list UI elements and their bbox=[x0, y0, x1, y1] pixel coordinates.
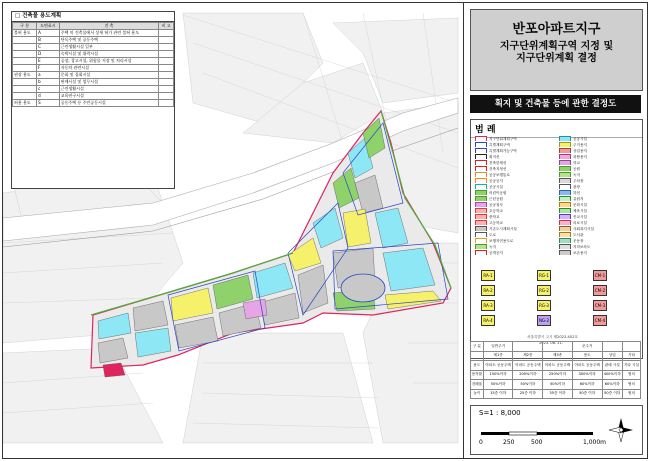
table-cell: 건폐율 bbox=[471, 380, 484, 390]
use-code: b bbox=[37, 79, 60, 86]
legend-item bbox=[559, 190, 639, 195]
legend-item bbox=[475, 184, 555, 189]
legend-item bbox=[475, 166, 555, 171]
zone-code: RG-2 bbox=[537, 285, 551, 296]
legend-item bbox=[475, 196, 555, 201]
table-cell bbox=[602, 342, 622, 352]
use-note bbox=[159, 100, 174, 107]
table-cell: 제2종 bbox=[513, 351, 543, 361]
use-note bbox=[159, 51, 174, 58]
use-note bbox=[159, 72, 174, 79]
use-code: B bbox=[37, 37, 60, 44]
table-cell: 협의 bbox=[622, 370, 640, 380]
legend-item bbox=[559, 142, 639, 147]
legend-label: 유원지 bbox=[573, 196, 584, 201]
legend-label: 학교 bbox=[573, 160, 580, 165]
legend-label: 광장 bbox=[573, 184, 580, 189]
legend-item bbox=[559, 208, 639, 213]
use-note bbox=[159, 58, 174, 65]
table-cell: 25층 이하 bbox=[513, 389, 543, 399]
legend-swatch bbox=[559, 154, 571, 159]
table-row bbox=[471, 380, 641, 390]
legend-swatch bbox=[559, 232, 571, 237]
legend-label: 특별계획구역 bbox=[489, 142, 510, 147]
use-header-building: 건 축 bbox=[59, 23, 159, 30]
use-group: 불허 용도 bbox=[13, 30, 37, 37]
use-text: 공장, 창고시설, 위험물 저장 및 처리시설 bbox=[59, 58, 159, 65]
legend-label: 고등학교 bbox=[489, 220, 503, 225]
table-cell bbox=[513, 342, 543, 352]
zone-code: CM-4 bbox=[593, 315, 607, 326]
use-header-category: 구 분 bbox=[13, 23, 37, 30]
scale-box bbox=[470, 405, 643, 455]
use-group: 허용 용도 bbox=[13, 100, 37, 107]
legend-swatch bbox=[559, 196, 571, 201]
legend-swatch bbox=[475, 202, 487, 207]
legend-label: 녹지 bbox=[489, 244, 496, 249]
legend-label: 건축한계선 bbox=[489, 160, 507, 165]
legend-swatch bbox=[559, 172, 571, 177]
legend-item bbox=[559, 250, 639, 255]
map-area bbox=[3, 3, 464, 458]
table-row bbox=[13, 58, 174, 65]
table-cell: 기타 bbox=[622, 351, 640, 361]
legend-label: 보행자전용도로 bbox=[489, 238, 514, 243]
use-group bbox=[13, 44, 37, 51]
use-group bbox=[13, 93, 37, 100]
table-cell: 용도 bbox=[572, 351, 602, 361]
table-row bbox=[13, 30, 174, 37]
parameter-table bbox=[470, 341, 641, 399]
zone-code: CM-2 bbox=[593, 285, 607, 296]
use-group bbox=[13, 37, 37, 44]
north-arrow-icon bbox=[609, 418, 633, 442]
legend-swatch bbox=[475, 214, 487, 219]
legend-label: 주차장 bbox=[573, 178, 584, 183]
table-cell: 60%이하 bbox=[572, 380, 602, 390]
table-row bbox=[471, 389, 641, 399]
notice-line: 서울특별시 고시 제2023-452호 bbox=[527, 335, 578, 339]
legend-item bbox=[475, 220, 555, 225]
legend-item bbox=[475, 214, 555, 219]
use-note bbox=[159, 30, 174, 37]
legend-label: 하천 bbox=[573, 190, 580, 195]
scale-text: S=1 : 8,000 bbox=[479, 409, 521, 417]
legend-item bbox=[475, 154, 555, 159]
table-cell: 준주거 bbox=[572, 342, 602, 352]
use-code: F bbox=[37, 65, 60, 72]
legend-swatch bbox=[559, 208, 571, 213]
zone-code: RG-1 bbox=[537, 270, 551, 281]
legend-item bbox=[559, 160, 639, 165]
use-text: 숙박시설 및 위락시설 bbox=[59, 51, 159, 58]
use-code: d bbox=[37, 93, 60, 100]
legend-heading: 범 례 bbox=[471, 120, 642, 138]
legend-label: 어린이공원 bbox=[489, 190, 507, 195]
legend-label: 지구단위계획구역 bbox=[489, 136, 517, 141]
legend-item bbox=[559, 178, 639, 183]
legend-item bbox=[475, 148, 555, 153]
table-cell: 35층 이하 bbox=[543, 389, 573, 399]
legend-item bbox=[475, 202, 555, 207]
use-code: D bbox=[37, 51, 60, 58]
legend-label: 기존도시계획시설 bbox=[489, 226, 517, 231]
use-text: 판매시설 및 업무시설 bbox=[59, 79, 159, 86]
project-subtitle-1: 지구단위계획구역 지정 및 bbox=[499, 41, 614, 52]
legend-item bbox=[475, 238, 555, 243]
table-cell: 아파트 공동주택 bbox=[572, 361, 602, 371]
legend-swatch bbox=[475, 238, 487, 243]
legend-label: 공공시설 bbox=[489, 184, 503, 189]
legend bbox=[470, 119, 643, 359]
legend-swatch bbox=[475, 250, 487, 255]
legend-label: 지하보차도 bbox=[573, 244, 591, 249]
table-cell: 50%이하 bbox=[483, 380, 513, 390]
building-use-table bbox=[12, 22, 174, 107]
notice-date: 2023. 06. 21. bbox=[539, 341, 564, 345]
legend-item bbox=[559, 220, 639, 225]
table-cell: 기타 시설 bbox=[622, 361, 640, 371]
legend-item bbox=[559, 238, 639, 243]
legend-item bbox=[475, 190, 555, 195]
legend-swatch bbox=[475, 160, 487, 165]
table-row bbox=[13, 37, 174, 44]
table-cell: 상업 bbox=[602, 351, 622, 361]
legend-item bbox=[559, 154, 639, 159]
legend-swatch bbox=[475, 136, 487, 141]
legend-swatch bbox=[559, 148, 571, 153]
use-text: 근린생활시설 bbox=[59, 86, 159, 93]
oval-facility bbox=[341, 274, 385, 302]
legend-swatch bbox=[475, 166, 487, 171]
use-group bbox=[13, 79, 37, 86]
legend-label: 건축지정선 bbox=[489, 166, 507, 171]
legend-swatch bbox=[559, 244, 571, 249]
table-cell: 제1종 bbox=[483, 351, 513, 361]
legend-swatch bbox=[475, 232, 487, 237]
legend-swatch bbox=[559, 160, 571, 165]
legend-label: 특별계획가능구역 bbox=[489, 148, 517, 153]
legend-swatch bbox=[475, 244, 487, 249]
table-cell: 아파트 공동주택 bbox=[483, 361, 513, 371]
use-code: E bbox=[37, 58, 60, 65]
use-note bbox=[159, 93, 174, 100]
use-code: C bbox=[37, 44, 60, 51]
table-cell: 50층 이하 bbox=[572, 389, 602, 399]
legend-swatch bbox=[475, 172, 487, 177]
legend-swatch bbox=[559, 142, 571, 147]
legend-item bbox=[559, 244, 639, 249]
table-row bbox=[471, 361, 641, 371]
use-text: 문화 및 집회시설 bbox=[59, 72, 159, 79]
table-cell: 구 분 bbox=[471, 342, 484, 352]
legend-swatch bbox=[475, 154, 487, 159]
legend-swatch bbox=[559, 136, 571, 141]
use-group bbox=[13, 58, 37, 65]
legend-swatch bbox=[559, 190, 571, 195]
use-text: 자동차 관련시설 bbox=[59, 65, 159, 72]
legend-swatch bbox=[559, 214, 571, 219]
legend-label: 상업용지 bbox=[573, 148, 587, 153]
scale-tick-1000: 1,000m bbox=[583, 439, 607, 446]
legend-label: 획지선 bbox=[489, 154, 500, 159]
zone-code: RA-1 bbox=[481, 270, 495, 281]
use-group bbox=[13, 51, 37, 58]
building-use-plan-table bbox=[11, 11, 175, 189]
use-code: c bbox=[37, 86, 60, 93]
legend-label: 공원 bbox=[573, 166, 580, 171]
table-cell: 50층 이하 bbox=[602, 389, 622, 399]
title-panel bbox=[464, 3, 647, 458]
legend-swatch bbox=[475, 196, 487, 201]
legend-item bbox=[559, 202, 639, 207]
use-group: 권장 용도 bbox=[13, 72, 37, 79]
project-title: 반포아파트지구 bbox=[512, 22, 601, 37]
zone-code: CM-1 bbox=[593, 270, 607, 281]
legend-label: 종교시설 bbox=[573, 214, 587, 219]
legend-label: 초등학교 bbox=[489, 208, 503, 213]
legend-swatch bbox=[475, 208, 487, 213]
table-row bbox=[13, 79, 174, 86]
use-note bbox=[159, 37, 174, 44]
legend-label: 체육시설 bbox=[573, 208, 587, 213]
table-cell: 400%이하 bbox=[602, 370, 622, 380]
use-note bbox=[159, 86, 174, 93]
table-cell bbox=[543, 342, 573, 352]
legend-label: 문화시설 bbox=[573, 202, 587, 207]
legend-item bbox=[475, 160, 555, 165]
table-cell: 판매 시설 bbox=[602, 361, 622, 371]
table-cell: 아파트 공동주택 bbox=[513, 361, 543, 371]
zone-code: RA-3 bbox=[481, 300, 495, 311]
table-cell: 협의 bbox=[622, 389, 640, 399]
legend-item bbox=[475, 178, 555, 183]
legend-item bbox=[475, 232, 555, 237]
legend-swatch bbox=[559, 226, 571, 231]
title-box bbox=[470, 9, 643, 91]
legend-swatch bbox=[475, 226, 487, 231]
legend-swatch bbox=[475, 142, 487, 147]
use-text: 교육연구시설 bbox=[59, 93, 159, 100]
use-header-note: 비 고 bbox=[159, 23, 174, 30]
zone-code: RA-2 bbox=[481, 285, 495, 296]
table-cell: 60%이하 bbox=[602, 380, 622, 390]
table-cell: 50%이하 bbox=[513, 380, 543, 390]
legend-item bbox=[475, 142, 555, 147]
use-code: S bbox=[37, 100, 60, 107]
sheet bbox=[2, 2, 648, 459]
legend-label: 주거용지 bbox=[573, 142, 587, 147]
legend-item bbox=[559, 148, 639, 153]
table-cell: 높이 bbox=[471, 389, 484, 399]
legend-swatch bbox=[559, 166, 571, 171]
table-cell: 제3종 bbox=[543, 351, 573, 361]
legend-swatch bbox=[475, 148, 487, 153]
table-cell: 15층 이하 bbox=[483, 389, 513, 399]
legend-label: 근린공원 bbox=[489, 196, 503, 201]
table-cell: 50%이하 bbox=[543, 380, 573, 390]
legend-label: 공공보행통로 bbox=[489, 172, 510, 177]
table-row bbox=[13, 51, 174, 58]
legend-label: 보존용지 bbox=[573, 250, 587, 255]
legend-label: 사회복지시설 bbox=[573, 226, 594, 231]
legend-item bbox=[559, 232, 639, 237]
table-row bbox=[471, 342, 641, 352]
table-cell bbox=[471, 351, 484, 361]
table-cell: 용도 bbox=[471, 361, 484, 371]
legend-item bbox=[475, 250, 555, 255]
legend-swatch bbox=[559, 220, 571, 225]
legend-label: 중학교 bbox=[489, 214, 500, 219]
zone-code: RG-3 bbox=[537, 300, 551, 311]
table-row bbox=[13, 72, 174, 79]
legend-item bbox=[559, 136, 639, 141]
legend-item bbox=[559, 196, 639, 201]
table-row bbox=[13, 93, 174, 100]
legend-swatch bbox=[475, 184, 487, 189]
legend-item bbox=[559, 226, 639, 231]
table-cell: 200%이하 bbox=[513, 370, 543, 380]
table-cell: 협의 bbox=[622, 380, 640, 390]
use-code: a bbox=[37, 72, 60, 79]
legend-swatch bbox=[559, 178, 571, 183]
legend-item bbox=[559, 172, 639, 177]
use-text: 근린생활시설 일부 bbox=[59, 44, 159, 51]
building-use-plan-title: □ 건축물 용도계획 bbox=[12, 12, 174, 22]
zone-code: RA-4 bbox=[481, 315, 495, 326]
legend-swatch bbox=[475, 190, 487, 195]
table-row bbox=[471, 351, 641, 361]
table-cell: 250%이하 bbox=[543, 370, 573, 380]
legend-label: 의료시설 bbox=[573, 220, 587, 225]
legend-label: 복합용지 bbox=[573, 154, 587, 159]
use-header-code: 도면표시 bbox=[37, 23, 60, 30]
legend-swatch bbox=[559, 184, 571, 189]
table-row bbox=[471, 370, 641, 380]
scale-tick-0: 0 bbox=[479, 439, 483, 446]
legend-label: 운동장 bbox=[573, 238, 584, 243]
legend-swatch bbox=[475, 178, 487, 183]
table-row bbox=[13, 86, 174, 93]
legend-label: 도로 bbox=[489, 232, 496, 237]
table-cell bbox=[622, 342, 640, 352]
legend-label: 공공청사 bbox=[489, 202, 503, 207]
table-cell: 일반주거 bbox=[483, 342, 513, 352]
legend-item bbox=[475, 226, 555, 231]
legend-item bbox=[475, 172, 555, 177]
use-note bbox=[159, 44, 174, 51]
legend-item bbox=[559, 184, 639, 189]
legend-swatch bbox=[475, 220, 487, 225]
table-row bbox=[13, 100, 174, 107]
table-row bbox=[13, 65, 174, 72]
legend-item bbox=[559, 214, 639, 219]
legend-item bbox=[559, 166, 639, 171]
zone-code: CM-3 bbox=[593, 300, 607, 311]
use-group bbox=[13, 86, 37, 93]
legend-item bbox=[475, 244, 555, 249]
scale-tick-250: 250 bbox=[503, 439, 515, 446]
legend-swatch bbox=[559, 250, 571, 255]
use-text: 공동주택 등 주민공동시설 bbox=[59, 100, 159, 107]
scale-tick-500: 500 bbox=[531, 439, 543, 446]
use-text: 주택 미 건축물에서 상세 허가 관련 불허 용도 bbox=[59, 30, 159, 37]
table-cell: 용적률 bbox=[471, 370, 484, 380]
use-group bbox=[13, 65, 37, 72]
drawing-subtitle: 획지 및 건축물 등에 관한 결정도 bbox=[470, 95, 641, 113]
legend-label: 도서관 bbox=[573, 232, 584, 237]
legend-swatch bbox=[559, 202, 571, 207]
table-row bbox=[13, 44, 174, 51]
legend-label: 공공공지 bbox=[489, 178, 503, 183]
table-cell: 150%이하 bbox=[483, 370, 513, 380]
table-cell: 아파트 공동주택 bbox=[543, 361, 573, 371]
table-cell: 300%이하 bbox=[572, 370, 602, 380]
project-subtitle-2: 지구단위계획 결정 bbox=[516, 53, 597, 64]
legend-swatch bbox=[559, 238, 571, 243]
use-note bbox=[159, 79, 174, 86]
zone-code: NG-2 bbox=[537, 315, 551, 326]
legend-item bbox=[475, 136, 555, 141]
use-code: A bbox=[37, 30, 60, 37]
legend-label: 녹지 bbox=[573, 172, 580, 177]
use-text: 단독주택 및 공동주택 bbox=[59, 37, 159, 44]
legend-label: 공공시설 bbox=[573, 136, 587, 141]
use-note bbox=[159, 65, 174, 72]
legend-item bbox=[475, 208, 555, 213]
legend-label: 공개공지 bbox=[489, 250, 503, 255]
